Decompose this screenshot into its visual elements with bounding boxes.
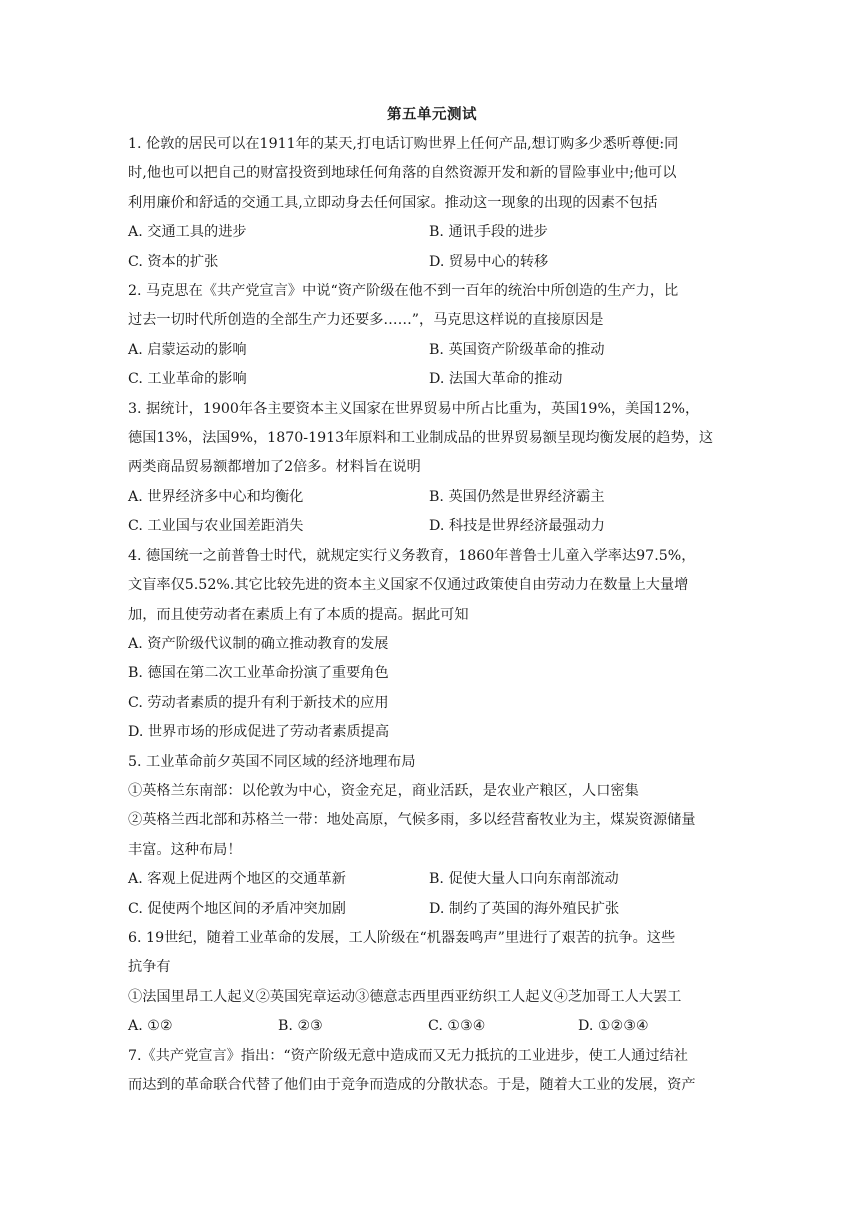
question-stem-line: 抗争有 [128,959,171,976]
option-c: C. 劳动者素质的提升有利于新技术的应用 [128,694,389,711]
option-d: D. 科技是世界经济最强动力 [429,518,605,535]
question-4 [128,542,736,748]
question-stem-line: ②英格兰西北部和苏格兰一带：地处高原，气候多雨，多以经营畜牧业为主，煤炭资源储量 [128,812,696,829]
option-row [128,512,736,541]
question-stem-line: 5. 工业革命前夕英国不同区域的经济地理布局 [128,753,416,770]
question-stem-line: 利用廉价和舒适的交通工具,立即动身去任何国家。推动这一现象的出现的因素不包括 [128,194,658,211]
option-a: A. 交通工具的进步 [128,224,247,241]
option-a: A. 客观上促进两个地区的交通革新 [128,871,346,888]
option-row [128,865,736,894]
option-row [128,365,736,394]
option-d: D. ①②③④ [578,1018,649,1035]
question-6 [128,924,736,1042]
option-c: C. 工业国与农业国差距消失 [128,518,304,535]
option-b: B. ②③ [278,1018,323,1035]
option-d: D. 世界市场的形成促进了劳动者素质提高 [128,724,390,741]
option-row [128,336,736,365]
option-b: B. 英国资产阶级革命的推动 [429,341,605,358]
question-stem-line: 文盲率仅5.52%.其它比较先进的资本主义国家不仅通过政策使自由劳动力在数量上大量增 [128,577,689,594]
option-d: D. 法国大革命的推动 [429,371,563,388]
question-stem-line: ①法国里昂工人起义②英国宪章运动③德意志西里西亚纺织工人起义④芝加哥工人大罢工 [128,988,682,1005]
page-title: 第五单元测试 [387,107,477,123]
document-body [128,104,736,1100]
question-stem-line: 3. 据统计，1900年各主要资本主义国家在世界贸易中所占比重为，英国19%，美国12%， [128,400,700,417]
option-a: A. ①② [128,1018,173,1035]
option-b: B. 英国仍然是世界经济霸主 [429,488,605,505]
question-5 [128,748,736,924]
option-a: A. 资产阶级代议制的确立推动教育的发展 [128,635,389,652]
question-stem-line: 时,他也可以把自己的财富投资到地球任何角落的自然资源开发和新的冒险事业中;他可以 [128,165,677,182]
option-row [128,1012,736,1041]
question-stem-line: 丰富。这种布局！ [128,841,242,858]
question-stem-line: 7.《共产党宣言》指出：“资产阶级无意中造成而又无力抵抗的工业进步，使工人通过结社 [128,1047,688,1064]
question-stem-line: 过去一切时代所创造的全部生产力还要多……”，马克思这样说的直接原因是 [128,312,604,329]
question-2 [128,277,736,395]
option-b: B. 促使大量人口向东南部流动 [429,871,619,888]
option-row [128,218,736,247]
question-stem-line: 2. 马克思在《共产党宣言》中说“资产阶级在他不到一百年的统治中所创造的生产力，比 [128,283,679,300]
option-d: D. 制约了英国的海外殖民扩张 [429,900,620,917]
option-row [128,483,736,512]
question-stem-line: 1. 伦敦的居民可以在1911年的某天,打电话订购世界上任何产品,想订购多少悉听尊便:同 [128,136,679,152]
question-stem-line: 两类商品贸易额都增加了2倍多。材料旨在说明 [128,459,421,476]
question-stem-line: 而达到的革命联合代替了他们由于竞争而造成的分散状态。于是，随着大工业的发展，资产 [128,1077,696,1093]
option-b: B. 德国在第二次工业革命扮演了重要角色 [128,665,389,682]
option-a: A. 启蒙运动的影响 [128,341,247,358]
option-c: C. 工业革命的影响 [128,371,247,388]
question-stem-line: ①英格兰东南部：以伦敦为中心，资金充足，商业活跃，是农业产粮区，人口密集 [128,782,639,799]
question-1 [128,130,736,277]
question-7 [128,1042,736,1101]
question-stem-line: 6. 19世纪，随着工业革命的发展，工人阶级在“机器轰鸣声”里进行了艰苦的抗争。这些 [128,929,676,946]
question-stem-line: 加，而且使劳动者在素质上有了本质的提高。据此可知 [128,606,469,623]
option-a: A. 世界经济多中心和均衡化 [128,488,304,505]
question-stem-line: 4. 德国统一之前普鲁士时代，就规定实行义务教育，1860年普鲁士儿童入学率达97.5%， [128,547,696,564]
option-row [128,895,736,924]
question-stem-line: 德国13%，法国9%，1870-1913年原料和工业制成品的世界贸易额呈现均衡发展的趋势，这 [128,430,714,447]
option-c: C. 资本的扩张 [128,253,219,270]
option-row [128,248,736,277]
option-c: C. ①③④ [428,1018,486,1035]
option-d: D. 贸易中心的转移 [429,253,549,270]
option-c: C. 促使两个地区间的矛盾冲突加剧 [128,900,346,917]
option-b: B. 通讯手段的进步 [429,224,548,241]
question-3 [128,395,736,542]
